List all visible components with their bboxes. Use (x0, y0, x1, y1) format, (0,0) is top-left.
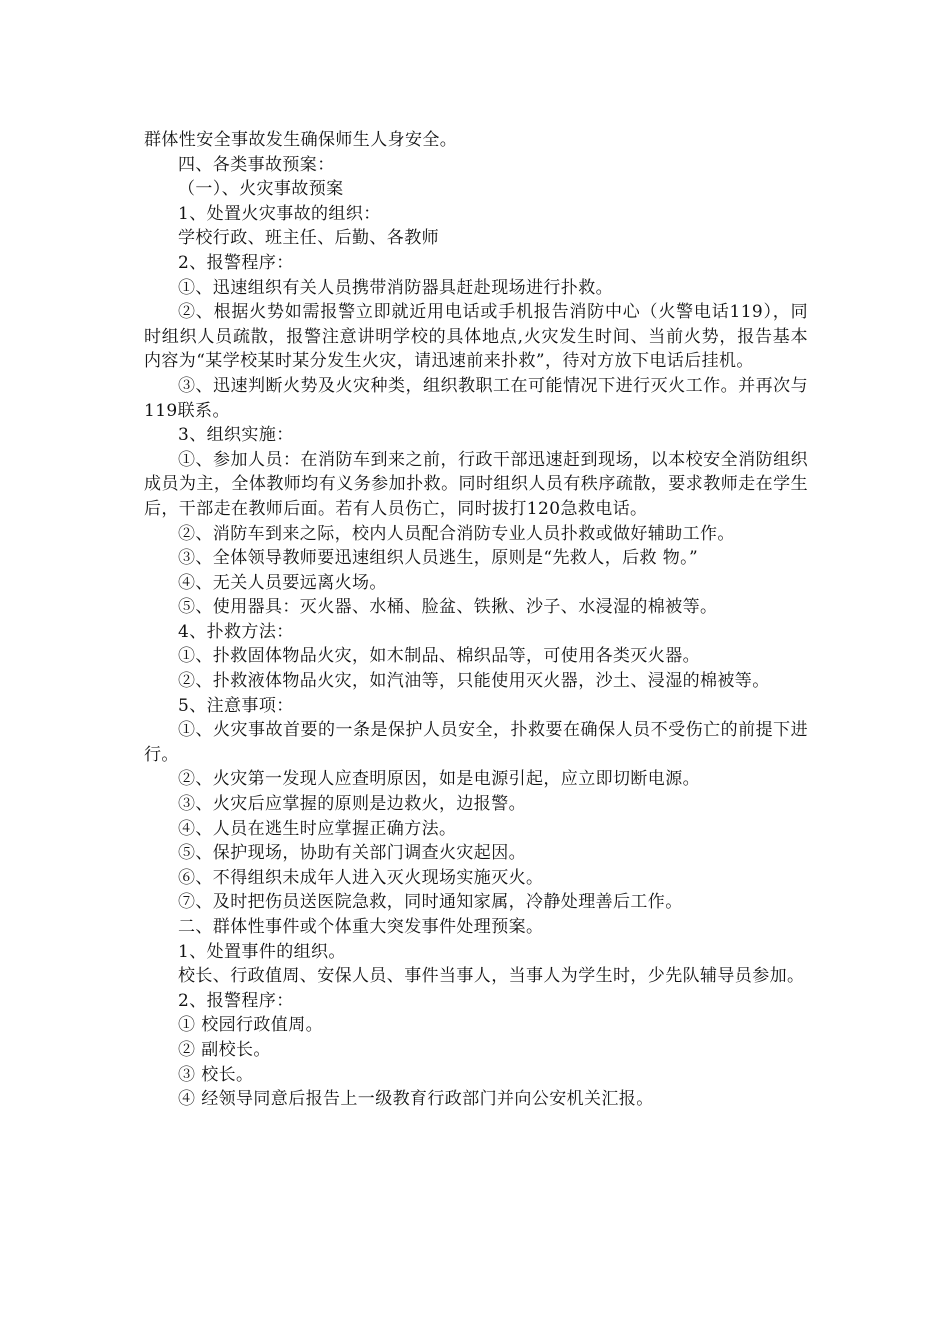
paragraph: ①、迅速组织有关人员携带消防器具赶赴现场进行扑救。 (178, 277, 613, 298)
paragraph: 3、组织实施： (178, 425, 294, 446)
paragraph: ⑦、及时把伤员送医院急救，同时通知家属，冷静处理善后工作。 (178, 892, 683, 913)
document-page (144, 128, 808, 1112)
paragraph: ①、参加人员：在消防车到来之前，行政干部迅速赶到现场，以本校安全消防组织成员为主，全体教师均有义务参加扑救。同时组织人员有秩序疏散，要求教师走在学生后，干部走在教师后面。若有人员伤亡，同时拔打120急救电话。 (144, 449, 808, 519)
paragraph: ④、无关人员要远离火场。 (178, 572, 387, 593)
paragraph: ②、根据火势如需报警立即就近用电话或手机报告消防中心（火警电话119），同时组织人员疏散，报警注意讲明学校的具体地点,火灾发生时间、当前火势，报告基本内容为“某学校某时某分发生火灾，请迅速前来扑救”，待对方放下电话后挂机。 (144, 302, 808, 372)
paragraph: ④ 经领导同意后报告上一级教育行政部门并向公安机关汇报。 (178, 1089, 654, 1110)
paragraph: 学校行政、班主任、后勤、各教师 (178, 228, 439, 249)
paragraph: ②、扑救液体物品火灾，如汽油等，只能使用灭火器，沙土、浸湿的棉被等。 (178, 671, 770, 692)
paragraph: ② 副校长。 (178, 1039, 271, 1060)
paragraph: 5、注意事项： (178, 695, 294, 716)
document-body (144, 128, 808, 1112)
paragraph: ③、迅速判断火势及火灾种类，组织教职工在可能情况下进行灭火工作。并再次与119联系。 (144, 375, 808, 421)
paragraph: 二、群体性事件或个体重大突发事件处理预案。 (178, 917, 544, 937)
paragraph: 群体性安全事故发生确保师生人身安全。 (144, 130, 458, 150)
paragraph: ①、扑救固体物品火灾，如木制品、棉织品等，可使用各类灭火器。 (178, 646, 700, 667)
paragraph: ⑤、保护现场，协助有关部门调查火灾起因。 (178, 843, 526, 864)
paragraph: 1、处置火灾事故的组织： (178, 203, 381, 224)
paragraph: ②、火灾第一发现人应查明原因，如是电源引起，应立即切断电源。 (178, 769, 700, 790)
paragraph: ③、火灾后应掌握的原则是边救火，边报警。 (178, 794, 526, 815)
paragraph: ① 校园行政值周。 (178, 1015, 324, 1036)
paragraph: 2、报警程序： (178, 252, 294, 273)
paragraph: 2、报警程序： (178, 990, 294, 1011)
paragraph: ②、消防车到来之际，校内人员配合消防专业人员扑救或做好辅助工作。 (178, 523, 735, 544)
paragraph: ⑤、使用器具：灭火器、水桶、脸盆、铁揪、沙子、水浸湿的棉被等。 (178, 597, 718, 618)
paragraph: （一）、火灾事故预案 (178, 179, 344, 200)
paragraph: 4、扑救方法： (178, 621, 294, 642)
paragraph: 校长、行政值周、安保人员、事件当事人，当事人为学生时，少先队辅导员参加。 (178, 966, 805, 987)
paragraph: ⑥、不得组织未成年人进入灭火现场实施灭火。 (178, 867, 544, 888)
paragraph: 1、处置事件的组织。 (178, 941, 346, 962)
paragraph: 四、各类事故预案： (178, 154, 335, 175)
paragraph: ④、人员在逃生时应掌握正确方法。 (178, 818, 457, 839)
paragraph: ③、全体领导教师要迅速组织人员逃生，原则是“先救人，后救 物。” (178, 548, 699, 569)
paragraph: ③ 校长。 (178, 1064, 254, 1085)
paragraph: ①、火灾事故首要的一条是保护人员安全，扑救要在确保人员不受伤亡的前提下进行。 (144, 720, 808, 765)
